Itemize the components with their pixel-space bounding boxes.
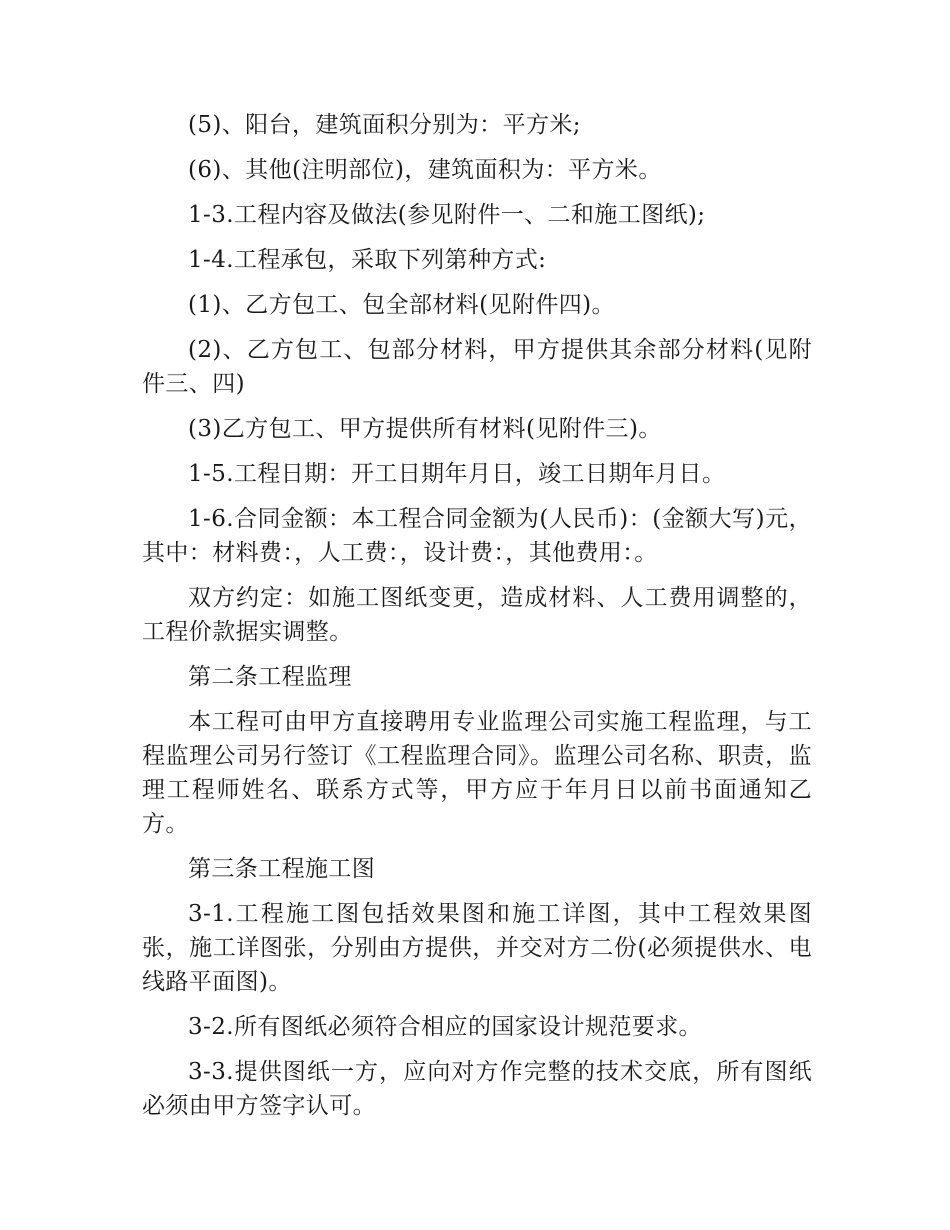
paragraph-other-area: (6)、其他(注明部位)，建筑面积为：平方米。 <box>188 157 662 183</box>
paragraph-1-3-scope: 1-3.工程内容及做法(参见附件一、二和施工图纸); <box>188 202 706 228</box>
paragraph-option-3: (3)乙方包工、甲方提供所有材料(见附件三)。 <box>188 416 662 442</box>
document-body <box>142 108 812 1134</box>
paragraph-supervision: 本工程可由甲方直接聘用专业监理公司实施工程监理，与工程监理公司另行签订《工程监理合同》。监理公司名称、职责，监理工程师姓名、联系方式等，甲方应于年月日以前书面通知乙方。 <box>142 709 812 837</box>
paragraph-3-3-handover: 3-3.提供图纸一方，应向对方作完整的技术交底，所有图纸必须由甲方签字认可。 <box>142 1059 812 1119</box>
paragraph-option-1: (1)、乙方包工、包全部材料(见附件四)。 <box>188 292 615 318</box>
paragraph-1-5-dates: 1-5.工程日期：开工日期年月日，竣工日期年月日。 <box>188 461 726 487</box>
heading-article-3: 第三条工程施工图 <box>188 856 376 882</box>
paragraph-1-4-contracting: 1-4.工程承包，采取下列第种方式: <box>188 247 547 273</box>
paragraph-agreement: 双方约定：如施工图纸变更，造成材料、人工费用调整的，工程价款据实调整。 <box>142 585 812 645</box>
paragraph-3-1-drawings: 3-1.工程施工图包括效果图和施工详图，其中工程效果图张，施工详图张，分别由方提供，并交对方二份(必须提供水、电线路平面图)。 <box>142 901 812 995</box>
paragraph-1-6-amount: 1-6.合同金额：本工程合同金额为(人民币)：(金额大写)元，其中：材料费：，人工费：，设计费：，其他费用：。 <box>142 506 812 566</box>
paragraph-3-2-standards: 3-2.所有图纸必须符合相应的国家设计规范要求。 <box>188 1014 702 1040</box>
paragraph-option-2: (2)、乙方包工、包部分材料，甲方提供其余部分材料(见附件三、四) <box>142 337 812 397</box>
paragraph-balcony-area: (5)、阳台，建筑面积分别为：平方米; <box>188 112 581 138</box>
heading-article-2: 第二条工程监理 <box>188 664 352 690</box>
